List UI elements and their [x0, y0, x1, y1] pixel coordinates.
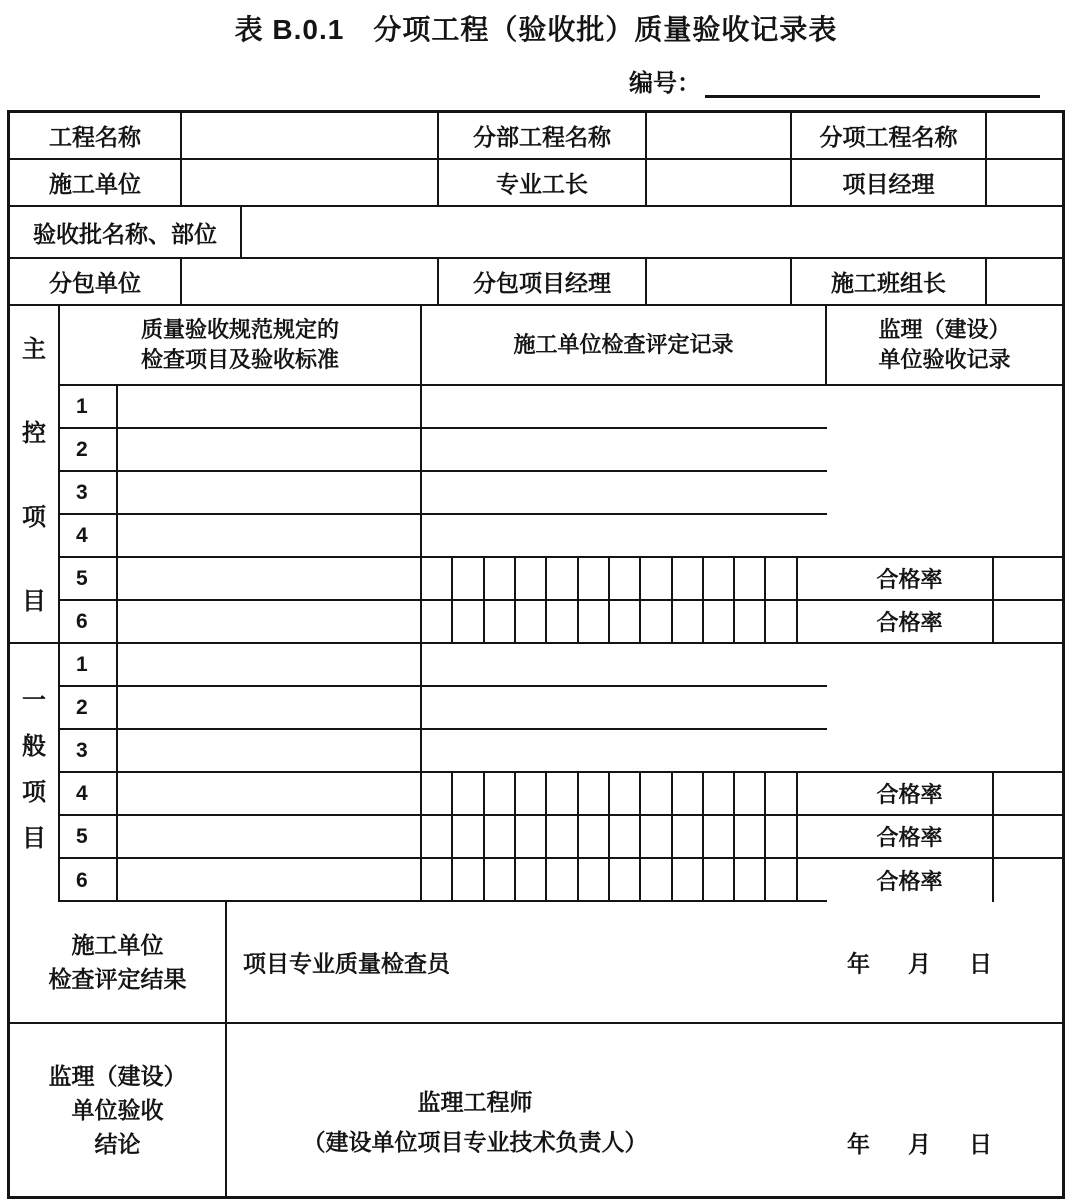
- pass-rate-value-cell: [994, 558, 1062, 601]
- crew-leader-label: 施工班组长: [792, 259, 987, 304]
- info-row-2: [10, 160, 1062, 207]
- record-cell: [422, 730, 827, 771]
- row-number: 4: [60, 515, 118, 556]
- batch-name-label: 验收批名称、部位: [10, 207, 242, 257]
- criteria-cell: [118, 644, 422, 685]
- record-subcell: [735, 816, 766, 857]
- subcontractor-label: 分包单位: [10, 259, 182, 304]
- record-subcell: [516, 816, 547, 857]
- inspector-title: 项目专业质量检查员: [243, 950, 450, 977]
- pass-rate-value-cell: [994, 816, 1062, 859]
- record-subcell: [610, 816, 641, 857]
- supervisor-conclusion-content: [227, 1024, 1062, 1196]
- record-subcell: [453, 816, 484, 857]
- record-cell: [422, 687, 827, 728]
- crew-leader-value: [987, 259, 1062, 304]
- construction-unit-label: 施工单位: [10, 160, 182, 205]
- criteria-cell: [118, 386, 422, 427]
- general-row-5: [60, 816, 827, 859]
- record-header-text: 施工单位检查评定记录: [513, 332, 734, 357]
- record-subcell: [641, 859, 672, 902]
- pass-rate-label: 合格率: [876, 610, 943, 635]
- record-subcell: [453, 601, 484, 642]
- date-signature: [847, 1126, 992, 1159]
- main-row-1: [60, 386, 827, 429]
- record-subcell: [485, 816, 516, 857]
- record-subcell: [766, 773, 797, 814]
- record-subcell: [485, 558, 516, 599]
- record-subcell: [547, 601, 578, 642]
- general-label-text: 一般项目: [22, 687, 46, 852]
- general-section-label: [10, 644, 60, 902]
- project-name-value: [182, 113, 439, 158]
- project-manager-label: 项目经理: [792, 160, 987, 205]
- supervisor-conclusion-label: [10, 1024, 227, 1196]
- record-subgrid: [422, 601, 827, 642]
- record-subcell: [673, 601, 704, 642]
- supervisor-header: [827, 306, 1062, 384]
- record-subcell: [641, 558, 672, 599]
- record-subcell: [610, 601, 641, 642]
- record-subcell: [673, 558, 704, 599]
- record-cell: [422, 515, 827, 556]
- general-row-3: [60, 730, 827, 773]
- main-row-5: [60, 558, 827, 601]
- criteria-cell: [118, 429, 422, 470]
- supervisor-conclusion-label-line2: 单位验收: [71, 1097, 164, 1123]
- record-cell: [422, 472, 827, 513]
- record-subcell: [704, 558, 735, 599]
- batch-name-value: [242, 207, 1062, 257]
- record-subcell: [798, 816, 827, 857]
- general-row-6: [60, 859, 827, 902]
- record-subcell: [798, 773, 827, 814]
- record-subcell: [735, 558, 766, 599]
- row-number: 5: [60, 558, 118, 599]
- pass-rate-cell: [827, 601, 994, 644]
- criteria-cell: [118, 730, 422, 771]
- record-subcell: [579, 558, 610, 599]
- row-number: 2: [60, 429, 118, 470]
- record-subcell: [673, 773, 704, 814]
- builder-result-band: [10, 902, 1062, 1024]
- number-label: 编号：: [629, 70, 701, 97]
- pass-rate-value-cell: [994, 601, 1062, 644]
- date-day: 日: [969, 1131, 992, 1157]
- criteria-cell: [118, 816, 422, 857]
- date-day: 日: [969, 950, 992, 977]
- record-subcell: [547, 773, 578, 814]
- pass-rate-cell: [827, 558, 994, 601]
- project-manager-value: [987, 160, 1062, 205]
- record-subcell: [610, 558, 641, 599]
- record-subcell: [704, 601, 735, 642]
- criteria-cell: [118, 472, 422, 513]
- project-name-label: 工程名称: [10, 113, 182, 158]
- record-subcell: [453, 558, 484, 599]
- criteria-cell: [118, 601, 422, 642]
- builder-result-label-line2: 检查评定结果: [48, 966, 187, 992]
- record-subcell: [516, 859, 547, 902]
- record-subcell: [735, 773, 766, 814]
- pass-rate-value-cell: [994, 859, 1062, 902]
- info-row-1: [10, 113, 1062, 160]
- record-subgrid: [422, 558, 827, 599]
- record-subcell: [766, 859, 797, 902]
- number-underline: [705, 70, 1040, 98]
- record-subcell: [766, 816, 797, 857]
- engineer-title: [255, 1082, 695, 1162]
- date-year: 年: [847, 1131, 870, 1157]
- row-number: 5: [60, 816, 118, 857]
- record-subgrid: [422, 859, 827, 902]
- pass-rate-cell: [827, 816, 994, 859]
- form-title: 表 B.0.1 分项工程（验收批）质量验收记录表: [234, 14, 838, 45]
- supervisor-record-merged-cell-general: [827, 644, 1062, 773]
- supervisor-header-line2: 单位验收记录: [878, 347, 1011, 372]
- criteria-header-line2: 检查项目及验收标准: [140, 347, 339, 372]
- record-subcell: [516, 558, 547, 599]
- record-subcell: [547, 558, 578, 599]
- main-row-6: [60, 601, 827, 644]
- record-subcell: [453, 773, 484, 814]
- record-subcell: [516, 601, 547, 642]
- row-number: 1: [60, 644, 118, 685]
- pass-rate-label: 合格率: [876, 782, 943, 807]
- general-row-2: [60, 687, 827, 730]
- date-year: 年: [847, 950, 870, 977]
- row-number: 6: [60, 601, 118, 642]
- main-row-2: [60, 429, 827, 472]
- pass-rate-cell: [827, 773, 994, 816]
- grid-header-row: [60, 306, 1062, 386]
- row-number: 3: [60, 730, 118, 771]
- record-subcell: [579, 773, 610, 814]
- general-row-4: [60, 773, 827, 816]
- supervisor-conclusion-band: [10, 1024, 1062, 1196]
- subcontractor-value: [182, 259, 439, 304]
- main-row-3: [60, 472, 827, 515]
- record-subcell: [766, 601, 797, 642]
- criteria-cell: [118, 515, 422, 556]
- record-subcell: [735, 601, 766, 642]
- record-subcell: [422, 558, 453, 599]
- engineer-title-line2: （建设单位项目专业技术负责人）: [302, 1129, 648, 1155]
- row-number: 1: [60, 386, 118, 427]
- pass-rate-value-cell: [994, 773, 1062, 816]
- criteria-header: [60, 306, 422, 384]
- record-subcell: [704, 859, 735, 902]
- record-subcell: [610, 773, 641, 814]
- record-subcell: [641, 816, 672, 857]
- subitem-name-label: 分项工程名称: [792, 113, 987, 158]
- record-subcell: [422, 816, 453, 857]
- row-number: 6: [60, 859, 118, 902]
- criteria-cell: [118, 773, 422, 814]
- general-row-1: [60, 644, 827, 687]
- record-cell: [422, 429, 827, 470]
- record-subcell: [579, 859, 610, 902]
- date-month: 月: [908, 1131, 931, 1157]
- record-subcell: [516, 773, 547, 814]
- items-grid: [10, 306, 1062, 902]
- acceptance-record-table: [7, 110, 1065, 1199]
- record-subcell: [673, 816, 704, 857]
- record-subcell: [422, 773, 453, 814]
- record-subcell: [641, 601, 672, 642]
- record-subcell: [547, 859, 578, 902]
- main-row-4: [60, 515, 827, 558]
- record-subcell: [704, 773, 735, 814]
- record-subcell: [766, 558, 797, 599]
- date-month: 月: [908, 950, 931, 977]
- supervisor-header-line1: 监理（建设）: [878, 317, 1011, 342]
- record-header: [422, 306, 827, 384]
- record-subgrid: [422, 816, 827, 857]
- record-subcell: [579, 816, 610, 857]
- builder-result-label-line1: 施工单位: [71, 932, 164, 958]
- record-subgrid: [422, 773, 827, 814]
- foreman-label: 专业工长: [439, 160, 647, 205]
- subitem-name-value: [987, 113, 1062, 158]
- record-subcell: [673, 859, 704, 902]
- row-number: 3: [60, 472, 118, 513]
- division-name-label: 分部工程名称: [439, 113, 647, 158]
- criteria-header-line1: 质量验收规范规定的: [140, 317, 339, 342]
- pass-rate-cell: [827, 859, 994, 902]
- engineer-title-line1: 监理工程师: [417, 1089, 533, 1115]
- supervisor-record-merged-cell-main: [827, 386, 1062, 558]
- record-subcell: [485, 601, 516, 642]
- foreman-value: [647, 160, 792, 205]
- record-subcell: [422, 601, 453, 642]
- builder-result-content: [227, 902, 1062, 1022]
- division-name-value: [647, 113, 792, 158]
- record-subcell: [453, 859, 484, 902]
- pass-rate-label: 合格率: [876, 869, 943, 894]
- record-subcell: [798, 601, 827, 642]
- construction-unit-value: [182, 160, 439, 205]
- record-cell: [422, 386, 827, 427]
- supervisor-conclusion-label-line1: 监理（建设）: [48, 1063, 187, 1089]
- record-subcell: [641, 773, 672, 814]
- builder-result-label: [10, 902, 227, 1022]
- pass-rate-label: 合格率: [876, 825, 943, 850]
- row-number: 4: [60, 773, 118, 814]
- record-subcell: [547, 816, 578, 857]
- pass-rate-label: 合格率: [876, 567, 943, 592]
- main-control-section-label: [10, 306, 60, 644]
- record-subcell: [579, 601, 610, 642]
- supervisor-conclusion-label-line3: 结论: [94, 1131, 141, 1157]
- record-subcell: [704, 816, 735, 857]
- criteria-cell: [118, 558, 422, 599]
- subcontract-manager-value: [647, 259, 792, 304]
- record-subcell: [485, 773, 516, 814]
- record-subcell: [422, 859, 453, 902]
- record-subcell: [610, 859, 641, 902]
- date-signature: [847, 946, 992, 979]
- record-subcell: [798, 558, 827, 599]
- row-number: 2: [60, 687, 118, 728]
- info-row-3: [10, 207, 1062, 259]
- record-subcell: [485, 859, 516, 902]
- criteria-cell: [118, 687, 422, 728]
- subcontract-manager-label: 分包项目经理: [439, 259, 647, 304]
- criteria-cell: [118, 859, 422, 902]
- main-control-label-text: 主控项目: [22, 336, 46, 615]
- record-cell: [422, 644, 827, 685]
- record-subcell: [798, 859, 827, 902]
- info-row-4: [10, 259, 1062, 306]
- record-subcell: [735, 859, 766, 902]
- number-line: [0, 66, 1072, 98]
